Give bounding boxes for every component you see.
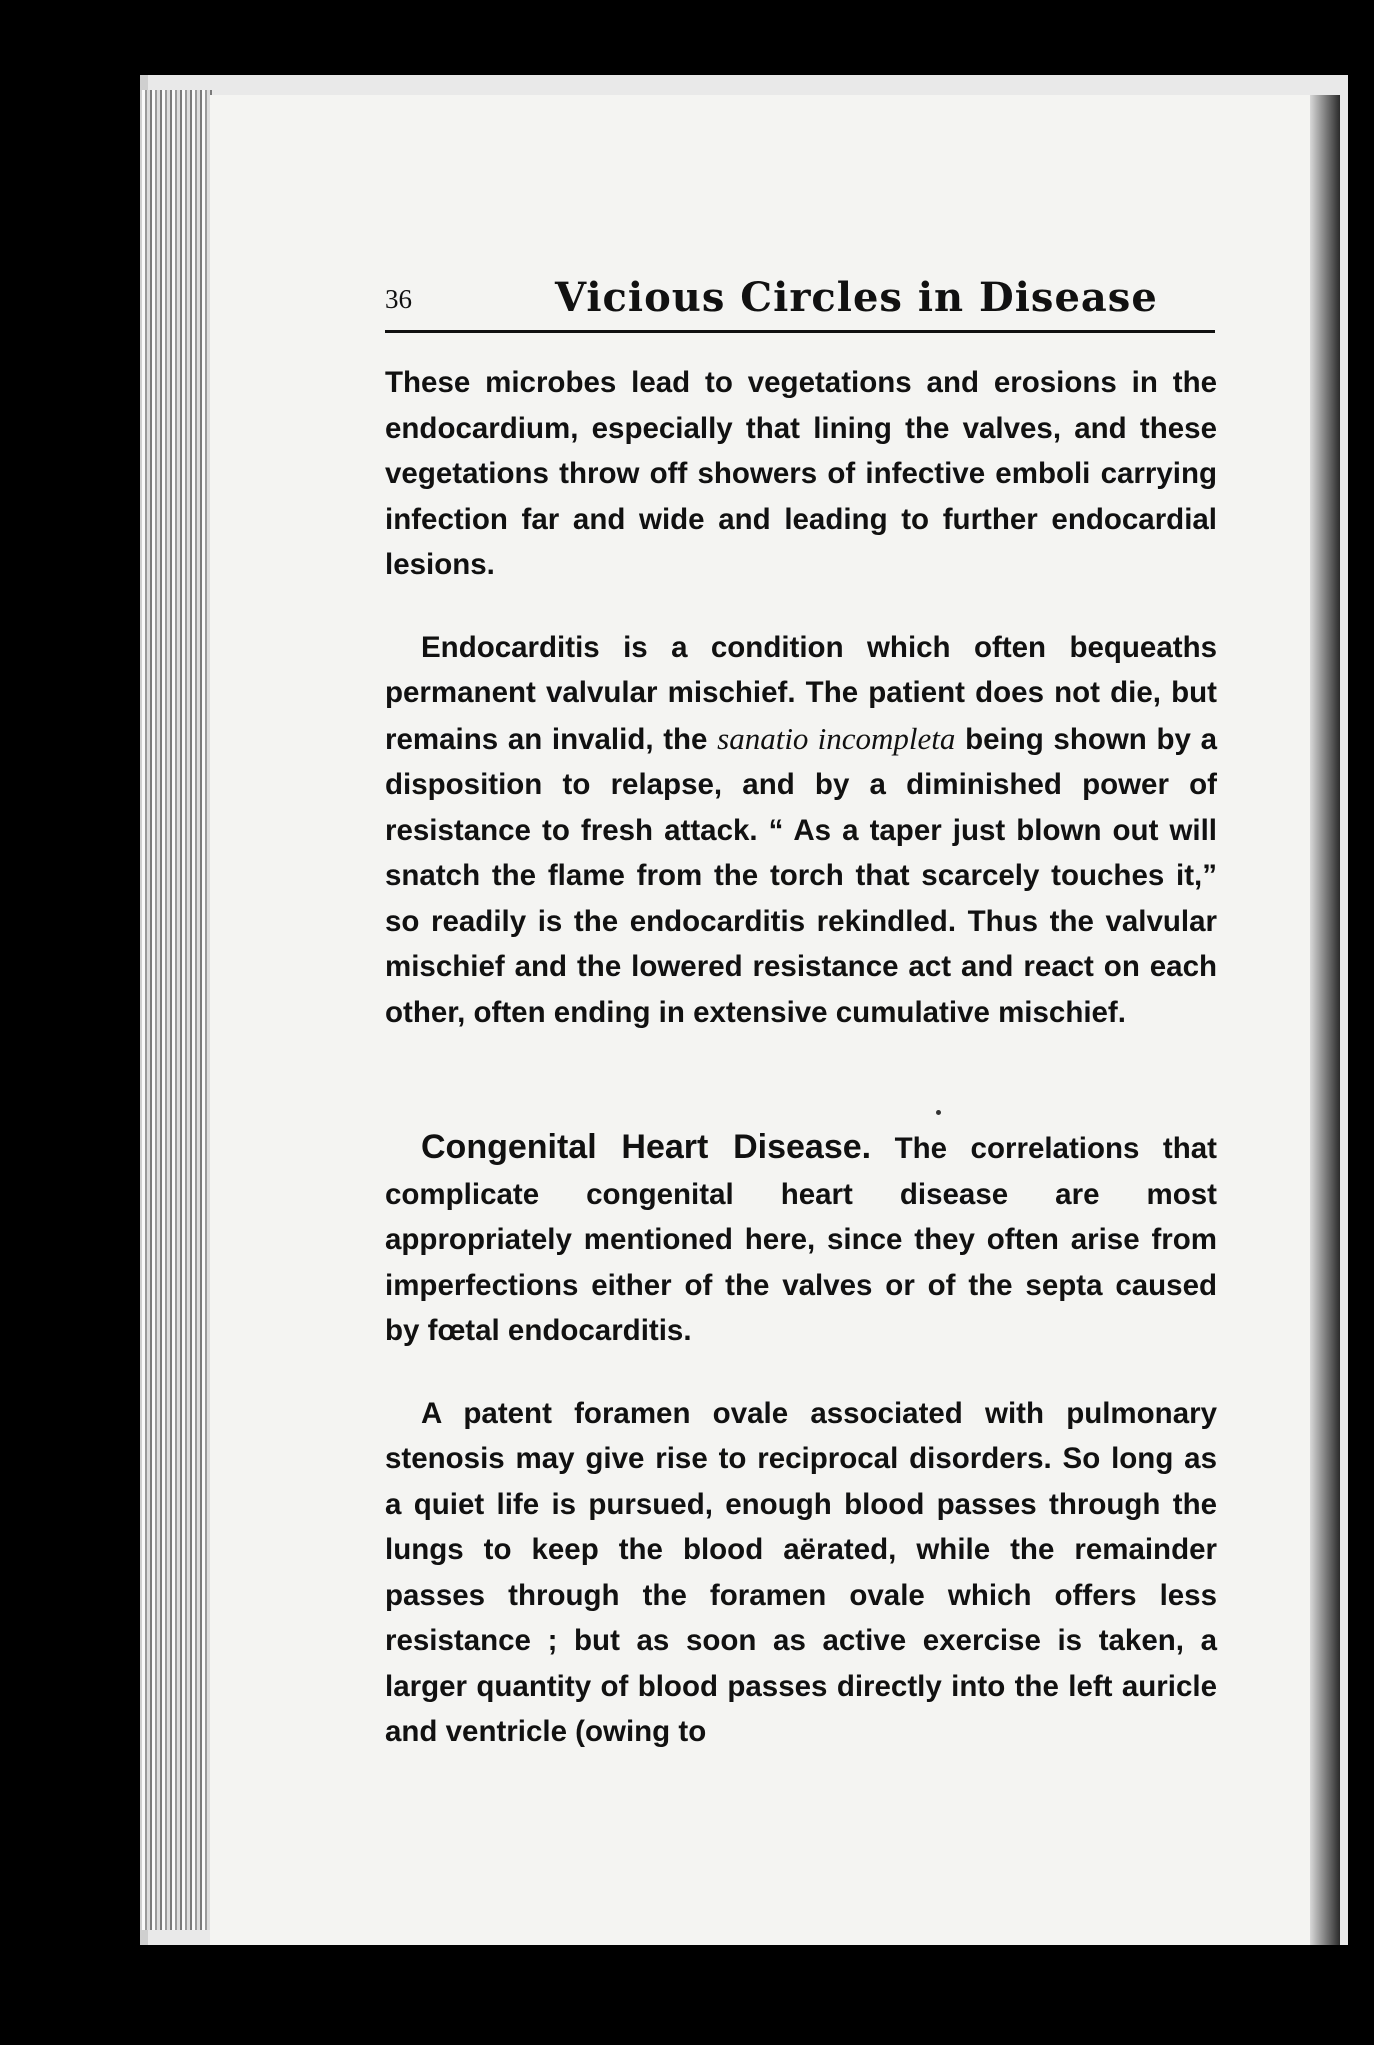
latin-phrase: sanatio incompleta: [717, 720, 956, 756]
paragraph-3: [385, 1125, 1217, 1354]
paragraph-1: These microbes lead to vegetations and erosions in the endocardium, especially that lining the valves, and these vegetations throw off showers of infective emboli carrying infection far and wide and leading to further endocardial lesions.: [385, 366, 1217, 581]
paragraph-4: A patent foramen ovale associated with pulmonary stenosis may give rise to reciprocal disorders. So long as a quiet life is pursued, enough blood passes through the lungs to keep the blood aërated, while the remainder passes through the foramen ovale which offers less resistance ; but as soon as active exercise is taken, a larger quantity of blood passes directly into the left auricle and ventricle (owing to: [385, 1396, 1217, 1748]
paragraph-3-text: The correlations that complicate congenital heart disease are most appropriately mentioned here, since they often arise from imperfections either of the valves or of the septa caused by fœtal endocarditis.: [385, 1132, 1217, 1347]
paragraph-2-part-b: being shown by a disposition to relapse, and by a diminished power of resistance to fresh attack. “ As a taper just blown out will snatch the flame from the torch that scarcely touches it,” so readily is the endocarditis rekindled. Thus the valvular mischief and the lowered resistance act and react on each other, often ending in extensive cumulative mischief.: [385, 722, 1217, 1029]
page-body: [385, 360, 1217, 1755]
paragraph-2-part-a: Endocarditis is a condition which often bequeaths permanent valvular mischief. The patient does not die, but remains an invalid, the: [385, 630, 1217, 756]
page-number: 36: [385, 284, 412, 314]
running-header: [385, 274, 1215, 333]
page-edges: [142, 90, 212, 1930]
ink-speck: [936, 1110, 941, 1115]
page-shadow: [1310, 95, 1340, 1945]
running-title: Vicious Circles in Disease: [555, 274, 1158, 321]
section-heading: Congenital Heart Disease.: [421, 1128, 872, 1166]
paragraph-2: [385, 625, 1217, 1036]
